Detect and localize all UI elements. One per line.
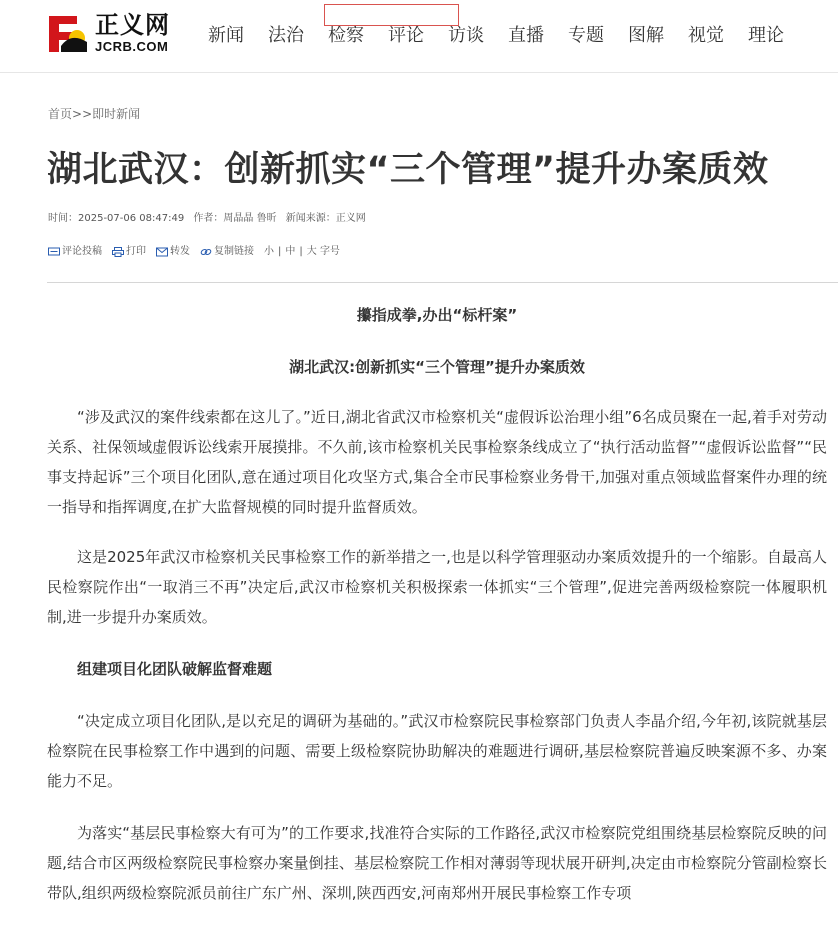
logo-text-cn: 正义网 (95, 11, 170, 39)
nav-item-visual[interactable]: 视觉 (688, 25, 724, 46)
article-body (47, 300, 827, 908)
logo-mark-icon (47, 12, 93, 56)
site-header (0, 0, 838, 73)
comment-submit-label: 评论投稿 (62, 246, 102, 257)
nav-item-infographics[interactable]: 图解 (628, 25, 664, 46)
font-size-label: 字号 (319, 246, 340, 257)
breadcrumb-home-link[interactable]: 首页 (48, 107, 73, 121)
forward-label: 转发 (170, 246, 190, 257)
printer-icon (112, 247, 124, 257)
article-tools (48, 245, 340, 259)
nav-item-news[interactable]: 新闻 (208, 25, 244, 46)
link-icon (200, 247, 212, 257)
paragraph-3: “决定成立项目化团队,是以充足的调研为基础的。”武汉市检察院民事检察部门负责人李晶介绍,今年初,该院就基层检察院在民事检察工作中遇到的问题、需要上级检察院协助解决的难题进行调研,基层检察院普遍反映案源不多、办案能力不足。 (47, 712, 827, 790)
copy-link-button[interactable] (200, 245, 254, 259)
main-nav (196, 18, 796, 54)
print-button[interactable] (112, 245, 146, 259)
forward-button[interactable] (156, 245, 190, 259)
nav-item-commentary[interactable]: 评论 (388, 25, 424, 46)
breadcrumb-separator: >> (72, 107, 93, 121)
font-size-small[interactable]: 小 (264, 246, 274, 257)
nav-item-interview[interactable]: 访谈 (448, 25, 484, 46)
paragraph-2: 这是2025年武汉市检察机关民事检察工作的新举措之一,也是以科学管理驱动办案质效提升的一个缩影。自最高人民检察院作出“一取消三不再”决定后,武汉市检察机关积极探索一体抓实“三个管理”,促进完善两级检察院一体履职机制,进一步提升办案质效。 (47, 548, 827, 626)
news-source: 新闻来源：正义网 (285, 213, 366, 224)
article-meta (48, 212, 372, 226)
font-size-large[interactable]: 大 (306, 246, 317, 257)
article-heading-2: 湖北武汉:创新抓实“三个管理”提升办案质效 (289, 358, 585, 376)
breadcrumb-current-link[interactable]: 即时新闻 (92, 107, 141, 121)
nav-item-live[interactable]: 直播 (508, 25, 544, 46)
nav-item-topics[interactable]: 专题 (568, 25, 604, 46)
font-size-medium[interactable]: 中 (285, 246, 296, 257)
font-size-switcher: 小 | 中 | 大 字号 (264, 246, 340, 257)
paragraph-4: 为落实“基层民事检察大有可为”的工作要求,找准符合实际的工作路径,武汉市检察院党组围绕基层检察院反映的问题,结合市区两级检察院民事检察办案量倒挂、基层检察院工作相对薄弱等现状展开研判,决定由市检察院分管副检察长带队,组织两级检察院派员前往广东广州、深圳,陕西西安,河南郑州开展民事检察工作专项 (47, 824, 827, 902)
nav-item-law[interactable]: 法治 (268, 25, 304, 46)
nav-item-procuratorate[interactable]: 检察 (328, 25, 364, 46)
breadcrumb (48, 106, 140, 122)
paragraph-1: “涉及武汉的案件线索都在这儿了。”近日,湖北省武汉市检察机关“虚假诉讼治理小组”6名成员聚在一起,着手对劳动关系、社保领域虚假诉讼线索开展摸排。不久前,该市检察机关民事检察条线成立了“执行活动监督”“虚假诉讼监督”“民事支持起诉”三个项目化团队,意在通过项目化攻坚方式,集合全市民事检察业务骨干,加强对重点领域监督案件办理的统一指导和指挥调度,在扩大监督规模的同时提升监督质效。 (47, 408, 827, 516)
article-title: 湖北武汉：创新抓实“三个管理”提升办案质效 (47, 150, 769, 190)
comment-submit-button[interactable] (48, 245, 102, 259)
header-divider (47, 282, 838, 283)
site-logo[interactable] (47, 12, 177, 56)
publish-time: 时间：2025-07-06 08:47:49 (48, 213, 185, 224)
logo-text-en: JCRB.COM (95, 39, 169, 54)
mail-icon (156, 247, 168, 257)
nav-highlight-box (324, 4, 459, 26)
article-heading-1: 攥指成拳,办出“标杆案” (356, 306, 518, 324)
comment-icon (48, 247, 60, 257)
copy-link-label: 复制链接 (214, 246, 254, 257)
subheading-1: 组建项目化团队破解监督难题 (77, 660, 273, 678)
nav-item-theory[interactable]: 理论 (748, 25, 784, 46)
article-author: 作者：周晶晶 鲁昕 (193, 213, 277, 224)
print-label: 打印 (126, 246, 146, 257)
